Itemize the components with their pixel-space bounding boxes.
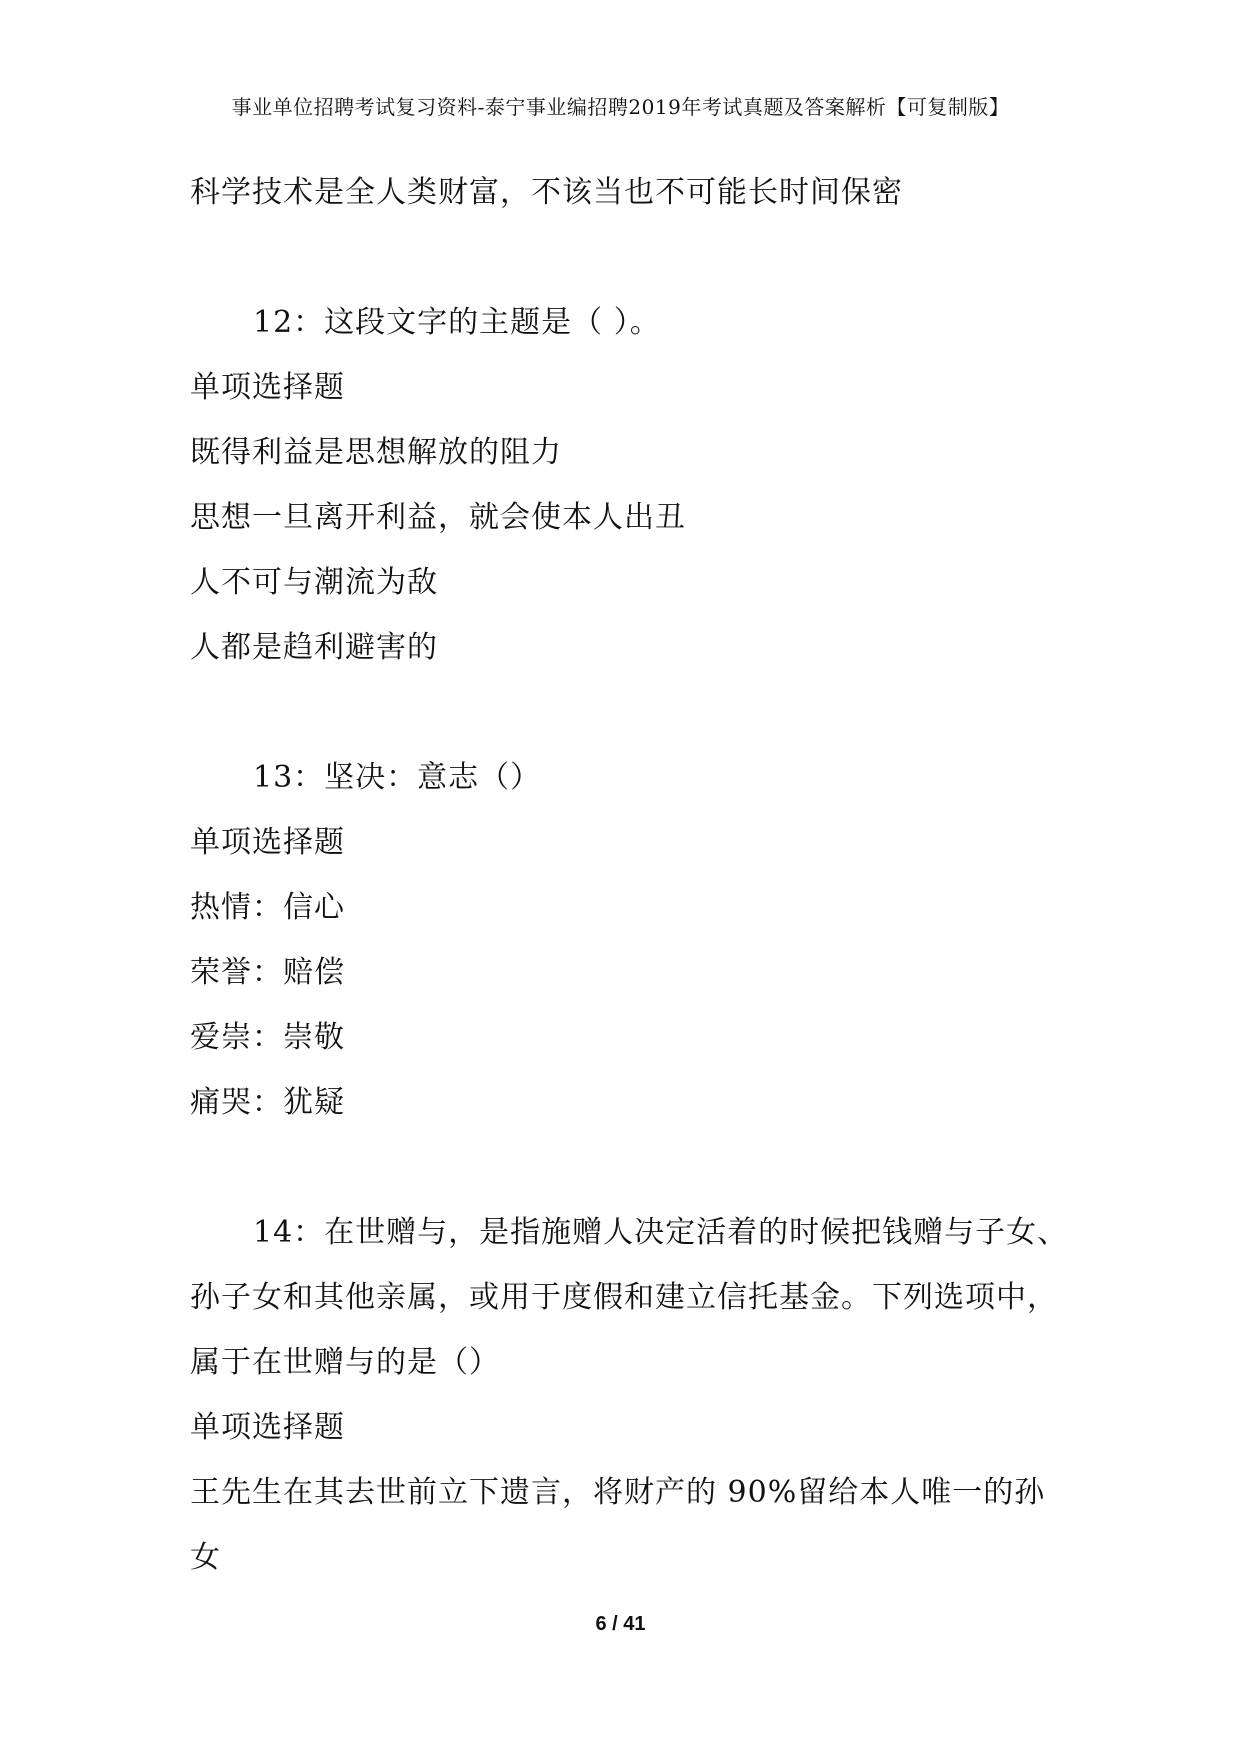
question-13-option-c: 爱崇：崇敬 xyxy=(190,1020,345,1055)
page-number: 6 / 41 xyxy=(595,1613,646,1635)
document-header: 事业单位招聘考试复习资料-泰宁事业编招聘2019年考试真题及答案解析【可复制版】 xyxy=(231,95,1010,119)
question-12-type: 单项选择题 xyxy=(190,370,345,405)
question-13-type: 单项选择题 xyxy=(190,825,345,860)
question-14-stem-line-1: 14：在世赠与，是指施赠人决定活着的时候把钱赠与子女、 xyxy=(253,1215,1069,1250)
question-13-option-b: 荣誉：赔偿 xyxy=(190,955,345,990)
previous-option: 科学技术是全人类财富，不该当也不可能长时间保密 xyxy=(190,175,903,210)
question-14-option-a-line-1: 王先生在其去世前立下遗言，将财产的 90%留给本人唯一的孙 xyxy=(190,1475,1046,1510)
question-12-option-d: 人都是趋利避害的 xyxy=(190,630,438,665)
spacer xyxy=(190,1135,1080,1200)
question-12-option-c: 人不可与潮流为敌 xyxy=(190,565,438,600)
question-12-option-a: 既得利益是思想解放的阻力 xyxy=(190,435,562,470)
question-12-stem: 12：这段文字的主题是（ ）。 xyxy=(253,305,661,340)
question-13-option-d: 痛哭：犹疑 xyxy=(190,1085,345,1120)
page-content xyxy=(190,160,1080,1590)
question-13-option-a: 热情：信心 xyxy=(190,890,345,925)
question-12-option-b: 思想一旦离开利益，就会使本人出丑 xyxy=(190,500,686,535)
question-14-stem-line-3: 属于在世赠与的是（） xyxy=(190,1345,500,1380)
spacer xyxy=(190,225,1080,290)
question-14-stem-line-2: 孙子女和其他亲属，或用于度假和建立信托基金。下列选项中， xyxy=(190,1280,1058,1315)
question-14-option-a-line-2: 女 xyxy=(190,1540,221,1575)
question-14-type: 单项选择题 xyxy=(190,1410,345,1445)
spacer xyxy=(190,680,1080,745)
question-13-stem: 13：坚决：意志（） xyxy=(253,760,542,795)
